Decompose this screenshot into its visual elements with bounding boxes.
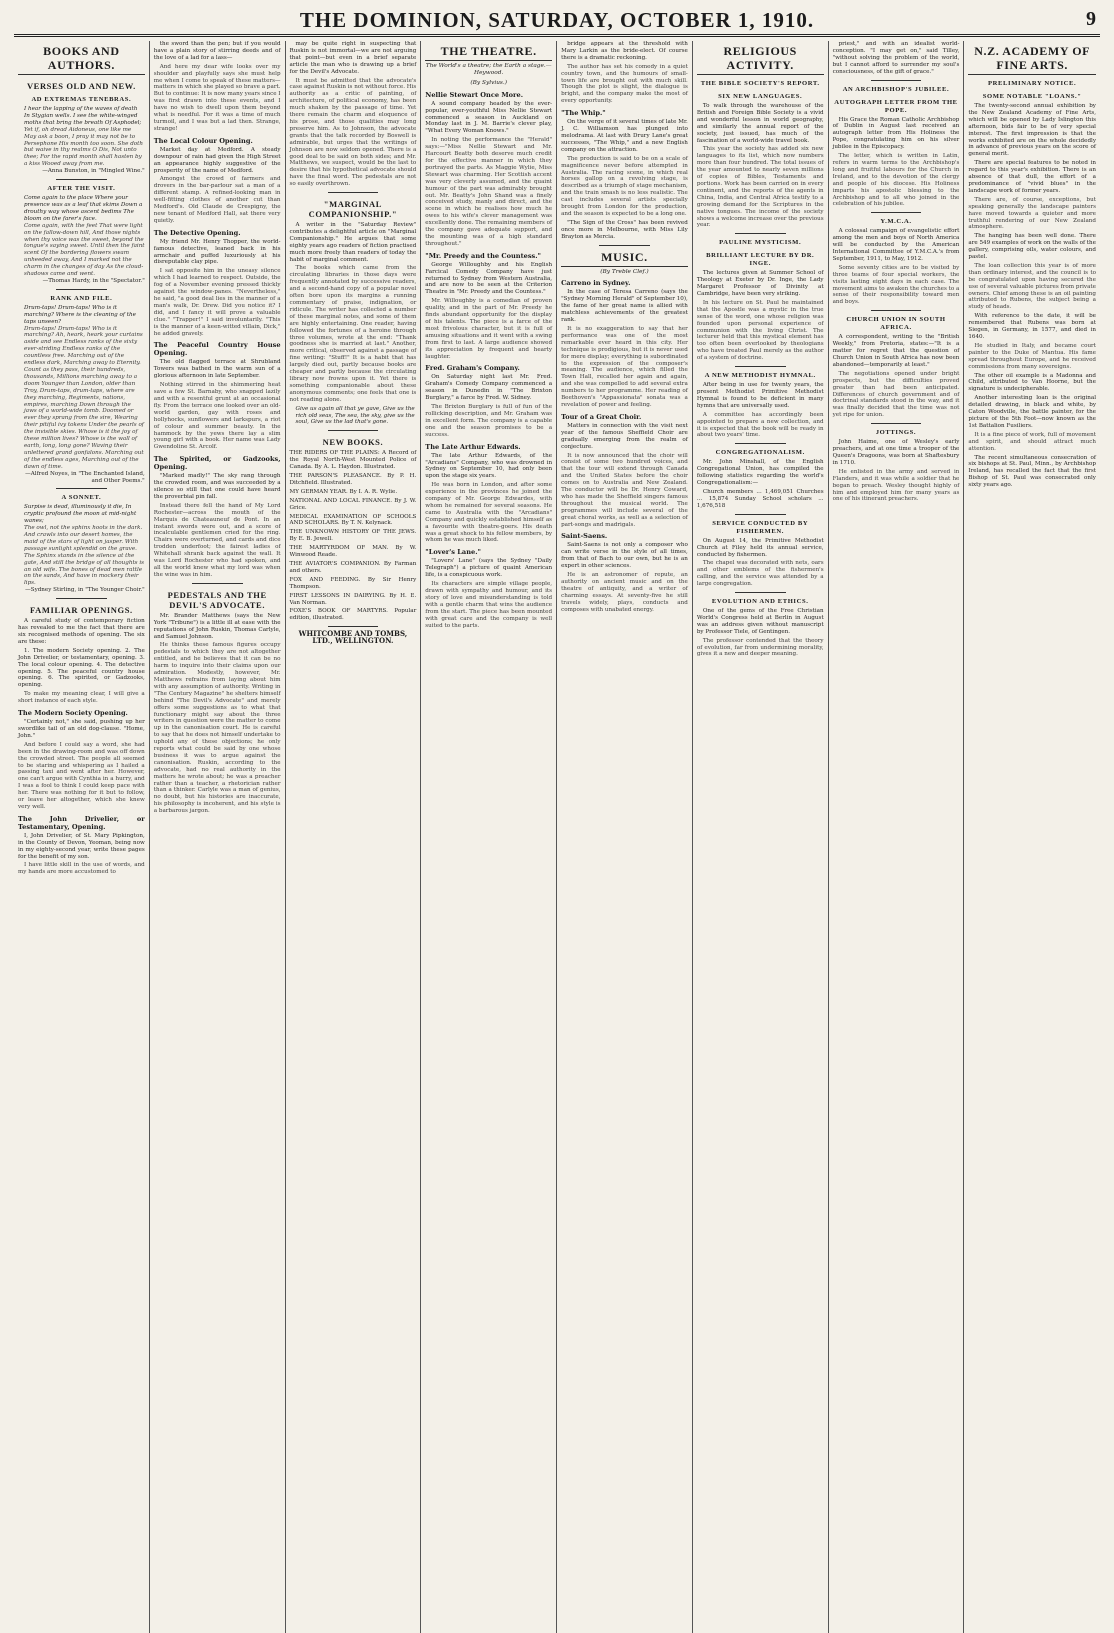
paragraph: The books which came from the circulating libraries in those days were frequently annotated by successive readers, and a second-hand copy of a popular novel often bore upon its margins a running commentary of praise, indignation, or ridicule. The writer has collected a number of these marginal notes, and some of them are highly entertaining. One reader, having followed the fortunes of a heroine through three volumes, wrote at the end: "Thank goodness she is married at last." Another, more critical, observed against a passage of fine writing: "Stuff!" It is a habit that has largely died out, partly because books are cheaper and partly because the circulating library now frowns upon it. Yet there is something companionable about these anonymous comments; one feels that one is not reading alone. [289,265,417,403]
poem-text-continued: Drum-taps! Drum-taps! Who is it marching? Ah, heark, heark your curtains aside and see Endless ranks of the sixty ever-striding Endless ranks of the countless free. Marching out of the endless dark, Marching away to Eternity. Count as they pass, their hundreds, thousands, Millions marching away to a doom Younger than London, older than Troy, Drum-taps, drum-taps, where are they marching, Regiments, nations, empires, marching Down through the jaws of a world-wide tomb. Doomed or ever they sprang from the sire, Wearing their pitiful ivy tokens Under the pearls of the invisible skies. Whose is it the joy of these million lives? Whose is the wall of earth, long, long gone? Waving their unlettered grand gonfalons. Marching out of the endless ages, Marching out of the dawn of time. [24,325,144,470]
pedestals-heading: PEDESTALS AND THE DEVIL'S ADVOCATE. [167,589,267,610]
byline: (By Sylvius.) [470,79,508,86]
paragraph: One of the gems of the Free Christian World's Congress held at Berlin in August was an address given without manuscript by Professor Tiele, of Gentingen. [696,608,824,635]
column-6 [693,41,829,1633]
paragraph: The loan collection this year is of more than ordinary interest, and the council is to be congratulated upon having secured the use of several valuable pictures from private owners. Chief among these is an oil painting attributed to Rubens, the subject being a study of heads. [968,262,1096,311]
column-5 [557,41,693,1633]
paragraph: Another interesting loan is the original detailed drawing, in black and white, by Caton Woodville, the battle painter, for the picture of the 5th Foot—now known as the 1st Battalion Fusiliers. [968,395,1096,429]
poem-text: I hear the lapping of the waves of death In Stygian wells. I see the white-winged moths that bring the breath Of Asphodel; [24,106,142,126]
paragraph: The hanging has been well done. There are 549 examples of work on the walls of the gallery, comprising oils, water colours, and pastel. [968,233,1096,261]
subheading: The Local Colour Opening. [153,136,253,145]
subheading: "Lover's Lane." [425,548,481,557]
poem-text-continued: Yet if, oh dread Aidoneus, one like me May ask a boon, I pray it may not be to Persephone His month too soon. She doth but waive in thy realms O Dis, Not unto thee; For the rapid month shall hasten by a kiss Wooed away from me. [24,126,143,168]
paragraph: I, John Drivelier, of St. Mary Pipkington, in the County of Devon, Yeoman, being now in my eighty-second year, write these pages for the benefit of my son. [18,832,145,860]
section-heading: Y.M.C.A. [880,218,912,226]
byline: (By Treble Clef.) [600,268,649,275]
divider [871,80,922,81]
paragraph: "The Sign of the Cross" has been revived once more in Melbourne, with Miss Lily Brayton as Mercia. [561,219,688,240]
poem-attribution: —Thomas Hardy, in the "Spectator." [42,277,145,284]
theatre-heading: THE THEATRE. [425,44,552,61]
poem-text: Come again to the place Where your presence was as a leaf that skims Down a drouthy way whose ascent bedims The bloom on the farer's face. [24,195,143,222]
new-book-entry: NATIONAL AND LOCAL FINANCE. By J. W. Grice. [289,497,417,511]
divider [328,626,379,627]
divider [328,192,379,193]
paragraph: "Marked madly!" The sky rang through the crowded room, and was succeeded by a silence so still that one could have heard the proverbial pin fall. [153,473,281,500]
section-heading: PRELIMINARY NOTICE. [988,80,1077,87]
divider [56,179,107,180]
paragraph: A colossal campaign of evangelistic effort among the men and boys of North America will be conducted by the American International Committee of Y.M.C.A.'s from September, 1911, to May, 1912. [832,228,960,262]
subheading: The Modern Society Opening. [18,709,128,718]
column-2 [150,41,286,1633]
poem-attribution: —Anna Bunston, in "Mingled Wine." [42,168,145,175]
section-heading: JOTTINGS. [875,429,917,437]
divider [871,212,922,213]
paragraph: Matters in connection with the visit next year of the famous Sheffield Choir are gradually emerging from the realm of conjecture. [561,422,688,450]
paragraph: On Saturday night last Mr. Fred. Graham's Comedy Company commenced a season in Dunedin in "The Brixton Burglary," a farce by Fred. W. Sidney. [425,374,553,402]
newspaper-title: THE DOMINION, SATURDAY, OCTOBER 1, 1910. [299,7,815,32]
verses-section-heading: VERSES OLD AND NEW. [26,81,136,91]
paragraph: This year the society has added six new languages to its list, which now numbers more than four hundred. The total issues of the year amounted to nearly seven millions of copies of Bibles, Testaments and portions. Work has been carried on in every continent, and the reports of the agents in China, India, and Central Africa testify to a growing demand for the Scriptures in the native tongues. The income of the society shows a welcome increase over the previous year. [696,146,824,229]
new-book-entry: THE RIDERS OF THE PLAINS: A Record of the Royal North-West Mounted Police of Canada. By A. L. Haydon. Illustrated. [289,450,417,471]
divider [735,514,786,515]
column-4 [421,41,557,1633]
paragraph: He studied in Italy, and became court painter to the Duke of Mantua. His fame spread throughout Europe, and he received commissions from many sovereigns. [968,342,1096,370]
paragraph: And before I could say a word, she had been in the drawing-room and was off down the crowded street. The people all seemed to be staring and whispering as I hailed a passing taxi and went after her. However, one can't argue with Cynthia in a hurry, and I was a fool to think I could keep pace with her. There was nothing for it but to follow, or leave her altogether, which she knew very well. [18,741,145,810]
epigraph: The World's a theatre; the Earth a stage.—Heywood. [425,63,552,76]
paragraph: Amongst the crowd of farmers and drovers in the bar-parlour sat a man of a different stamp. A refined-looking man in well-fitting clothes of another cut than Medford's. Old Claude de Crespigny, the new tenant of Medford Hall, sat there very quietly. [153,176,281,224]
paragraph: It is a fine piece of work, full of movement and spirit, and should attract much attention. [968,431,1096,452]
section-subheading: SOME NOTABLE "LOANS." [982,93,1082,100]
paragraph: Instead there fell the hand of My Lord Rochester—across the mouth of the Marquis de Chateauneuf de Pont. In an instant swords were out, and a score of incalculable gentlemen cried for the ring. Chairs were overturned, and cards and dice trodden underfoot; the fairest ladies of Whitehall shrank back against the wall. It was Lord Rochester who had spoken, and all the world knew what my lord was when the wine was in him. [153,502,281,578]
poem-text: Drum-taps! Drum-taps! Who is it marching? Where is the cleaning of the taps unseen? [24,304,136,325]
section-heading: PAULINE MYSTICISM. [719,239,802,247]
poem-attribution: —Sydney Stirling, in "The Younger Choir." [25,587,145,594]
divider [735,233,786,234]
new-book-entry: THE PARSON'S PLEASANCE. By P. H. Ditchfield. Illustrated. [289,473,417,486]
paragraph: bridge appears at the threshold with Mary Larkin as the bride-elect. Of course there is a dramatic reckoning. [561,41,688,61]
paragraph: A sound company headed by the ever-popular, ever-youthful Miss Nellie Stewart commenced a season in Auckland on Monday last in J. M. Barrie's clever play, "What Every Woman Knows." [425,100,553,135]
new-books-list [290,450,417,622]
paragraph: In the case of Teresa Carreno (says the "Sydney Morning Herald" of September 10), the fame of her great name is allied with matchless achievements of the greatest rank. [561,289,688,324]
paragraph: Some seventy cities are to be visited by three teams of four special workers, the visits lasting eight days in each case. The movement aims to awaken the churches to a sense of their responsibility toward men and boys. [832,264,960,306]
divider [871,310,922,311]
paragraph: The production is said to be on a scale of magnificence never before attempted in Australia. The racing scene, in which real horses gallop on a revolving stage, is described as a triumph of stage mechanism, and the train smash is no less realistic. The cast includes several artists specially brought from London for the production, and the season is expected to be a long one. [561,155,688,217]
paragraph: It is now announced that the choir will consist of some two hundred voices, and that the tour will extend through Canada and the United States before the choir comes on to Australia and New Zealand. The conductor will be Dr. Henry Coward, who has made the Sheffield singers famous throughout the musical world. The programmes will include several of the great choral works, as well as a selection of part-songs and madrigals. [561,452,688,528]
paragraph: Mr. John Minshall, of the English Congregational Union, has compiled the following statistics regarding the world's Congregationalism:— [696,459,824,487]
section-heading: CHURCH UNION IN SOUTH AFRICA. [846,316,946,332]
paragraph: He thinks these famous figures occupy pedestals to which they are not altogether entitled, and he believes that it can be no harm to inquire into their claims upon our admiration. Modestly, however, Mr. Matthews refrains from laying about him with any assumption of authority. Writing in "The Century Magazine" he shelters himself behind "The Devil's Advocate" and merely offers some suggestions as to what that functionary might say about the three writers in question were the matter to come up in the canonisation court. He is careful to say that he does not himself undertake to uphold any of these objections; he only reports what could be said by one whose business it was to argue against the canonisation. Ruskin, according to the advocate, had no real authority in the matters he wrote about; he was a preacher rather than a teacher, a rhetorician rather than a thinker. Carlyle was a man of genius, no doubt, but his histories are inaccurate, his philosophy is incoherent, and his style is a barbarous jargon. [153,642,281,815]
paragraph: A correspondent, writing to the "British Weekly," from Pretoria, states:—"It is a matter for regret that the question of Church Union in South Africa has now been abandoned—temporarily at least." [832,334,960,368]
divider [56,289,107,290]
divider [56,598,107,599]
paragraph: With reference to the date, it will be remembered that Rubens was born at Siegen, in Germany, in 1577, and died in 1640. [968,313,1096,340]
new-book-entry: THE MARTYRDOM OF MAN. By W. Winwood Reade. [289,545,417,559]
paragraph: He enlisted in the army and served in Flanders, and it was while a soldier that he began to preach. Wesley thought highly of him and employed him for many years as one of his itinerant preachers. [832,468,960,503]
paragraph: Market day at Medford. A steady downpour of rain had given the High Street an appearance highly suggestive of the prosperity of the name of Medford. [153,146,281,174]
familiar-openings-heading: FAMILIAR OPENINGS. [30,605,133,616]
section-heading: SERVICE CONDUCTED BY FISHERMEN. [712,519,809,535]
paragraph: The Brixton Burglary is full of fun of the rollicking description, and Mr. Graham was in excellent form. The company is a capable one and the season promises to be a success. [425,404,553,438]
paragraph: The old flagged terrace at Shrubland Towers was bathed in the warm sun of a glorious afternoon in late September. [153,359,281,380]
columns [14,41,1100,1633]
section-heading: AN ARCHBISHOP'S JUBILEE. [842,85,950,93]
new-books-heading: NEW BOOKS. [322,437,384,448]
marginal-companionship-heading: "MARGINAL COMPANIONSHIP." [308,199,398,220]
paragraph: "Certainly not," she said, pushing up her swordlike tail of an old dog-clause. "Home, John." [18,719,145,739]
paragraph: There are, of course, exceptions, but speaking generally the landscape painters have moved towards a quieter and more truthful rendering of our New Zealand atmosphere. [968,196,1096,231]
poem-title: AFTER THE VISIT. [47,185,116,193]
subheading: Tour of a Great Choir. [561,412,642,421]
paragraph: Its characters are simple village people, drawn with sympathy and humour, and its story of love and misunderstanding is told with a gentle charm that wins the audience from the start. The piece has been mounted with great care and the company is well suited to the parts. [425,581,553,629]
poem-text-continued: The owl, not the sphinx hoots in the dark. And crawls into our desert homes, the maid of the stars of light on jasper. With passage sunlight splendid on the grave. The Sphinx stands in the silence at the gate, And still the bridge of all thoughts is an old wife. The bones of dead men rattle on the sands, And have in mockery their lips. [24,525,144,587]
divider [56,488,107,489]
subheading: The Late Arthur Edwards. [425,442,521,451]
paragraph: To walk through the warehouse of the British and Foreign Bible Society is a vivid and wonderful lesson in world geography, and similarly the annual report of the society, just issued, has much of the fascination of a world-wide travel book. [696,103,824,144]
new-book-entry: FIRST LESSONS IN DAIRYING. By H. E. Van Norman. [289,592,417,606]
paragraph: The professor contended that the theory of evolution, far from undermining morality, gives it a new and deeper meaning. [696,637,824,658]
paragraph: the sword than the pen; but if you would have a plain story of stirring deeds and of the love of a lad for a lass— [153,41,281,61]
paragraph: The late Arthur Edwards, of the "Arcadians" Company, who was drowned in Sydney on September 10, had only been upon the stage six years. [425,452,553,480]
religious-activity-heading: RELIGIOUS ACTIVITY. [697,44,824,75]
paragraph: There are special features to be noted in regard to this year's exhibition. There is an absence of that dull, the effort of a predominance of "vivid blues" in the landscape work of former years. [968,160,1096,194]
paragraph: A careful study of contemporary fiction has revealed to me the fact that there are six recognised methods of opening. The six are these: [18,618,145,645]
subheading: The Detective Opening. [153,228,241,237]
books-and-authors-heading: BOOKS AND AUTHORS. [18,44,145,75]
paragraph: Saint-Saens is not only a composer who can write verse in the style of all times, from that of Bach to our own, but he is an expert in other sciences. [561,542,688,570]
publisher-imprint: WHITCOMBE AND TOMBS, LTD., WELLINGTON. [298,629,408,646]
divider [735,592,786,593]
paragraph: On the verge of it several times of late Mr. J. C. Williamson has plunged into melodrama. At last with Drury Lane's great successes, "The Whip," and a new English company on the attraction. [561,119,688,153]
paragraph: I sat opposite him in the uneasy silence which I had learned to respect. Outside, the fog of a November evening pressed thickly against the window-panes. "Nevertheless," he said, "a good deal lies in the manner of a man's walk, Dr. Drew. Did you notice it? I did, and I fancy it will prove a valuable clue." "Trapper!" I said involuntarily. "This is the manner of a keen-witted villain, Dick," he added gravely. [153,268,281,337]
paragraph: may be quite right in suspecting that Ruskin is not immortal—we are not arguing that point—but even in a brief separate article the man who is drawing up a brief for the Devil's Advocate. [289,41,417,75]
paragraph: The letter, which is written in Latin, refers in warm terms to the Archbishop's long and fruitful labours for the Church in Ireland, and to the devotion of the clergy and people of his diocese. His Holiness imparts his apostolic blessing to the Archbishop and to all who joined in the celebration of his jubilee. [832,153,960,208]
section-heading: CONGREGATIONALISM. [715,449,805,457]
subheading: The Spirited, or Gadzooks, Opening. [153,455,281,472]
paragraph: John Haime, one of Wesley's early preachers, and at one time a trooper of the Queen's Dragoons, was born at Shaftesbury in 1710. [832,439,960,466]
page-number: 9 [1086,8,1096,30]
paragraph: On August 14, the Primitive Methodist Church at Filey held its annual service, conducted by fishermen. [696,537,824,558]
subheading: "Mr. Preedy and the Countess." [425,251,541,260]
section-subheading: BRILLIANT LECTURE BY DR. INGE. [706,252,815,268]
paragraph: His Grace the Roman Catholic Archbishop of Dublin in August last received an autograph letter from His Holiness the Pope, congratulating him on his silver jubilee in the Episcopacy. [832,116,960,151]
subheading: The John Drivelier, or Testamentary, Opening. [18,814,145,831]
subheading: Fred. Graham's Company. [425,364,520,373]
paragraph: A writer in the "Saturday Review" contributes a delightful article on "Marginal Companionship." He argues that some eighty years ago readers of fiction practised much more freely than readers of today the habit of marginal comment. [289,222,417,263]
new-book-entry: FOXE'S BOOK OF MARTYRS. Popular edition, illustrated. [289,608,417,622]
paragraph: "Lovers' Lane" (says the Sydney "Daily Telegraph") a picture of quaint American life, is a conspicuous work. [425,558,553,579]
divider [192,583,243,584]
statistics: Church members ... 1,469,051 Churches ... 15,874 Sunday School scholars ... 1,676,518 [696,488,824,509]
divider [735,443,786,444]
column-1 [14,41,150,1633]
column-8 [964,41,1100,1633]
paragraph: It must be admitted that the advocate's case against Ruskin is not without force. His authority as a critic of painting, of architecture, of political economy, has been much shaken by the passage of time. Yet there remain the charm and eloquence of his prose, and those qualities may long preserve him. As to Johnson, the advocate grants that the talk recorded by Boswell is admirable, but urges that the writings of Johnson are now seldom opened. There is a good deal to be said on both sides; and Mr. Matthews, we suspect, would be the last to desire that his hypothetical advocate should have the final word. The pedestals are not so easily overthrown. [289,77,417,188]
paragraph: A committee has accordingly been appointed to prepare a new collection, and it is expected that the book will be ready in about two years' time. [696,411,824,439]
new-book-entry: MEDICAL EXAMINATION OF SCHOOLS AND SCHOLARS. By T. N. Kelynack. [289,513,417,527]
section-subheading: SIX NEW LANGUAGES. [718,93,803,100]
paragraph: The twenty-second annual exhibition by the New Zealand Academy of Fine Arts, which will be opened by Lady Islington this afternoon, bids fair to be of very special interest. The first impression is that the works exhibited are on the whole decidedly in advance of previous years on the score of general merit. [968,103,1096,158]
academy-heading: N.Z. ACADEMY OF FINE ARTS. [968,44,1096,75]
new-book-entry: THE AVIATOR'S COMPANION. By Farman and others. [289,561,417,574]
subheading: The Peaceful Country House Opening. [153,341,281,358]
paragraph: The lectures given at Summer School of Theology at Exeter by Dr. Inge, the Lady Margaret Professor of Divinity at Cambridge, have been very striking. [696,270,824,298]
section-heading: THE BIBLE SOCIETY'S REPORT. [700,80,820,87]
subheading: Saint-Saens. [561,532,608,541]
paragraph: The author has set his comedy in a quiet country town, and the humours of small-town life are brought out with much skill. Though the plot is slight, the dialogue is bright, and the company make the most of every opportunity. [561,63,688,105]
paragraph: The other oil example is a Madonna and Child, attributed to Van Hoorne, but the signature is undecipherable. [968,372,1096,393]
poem-title: RANK AND FILE. [50,294,113,302]
openings-list: 1. The modern Society opening. 2. The John Drivelier, or testamentary, opening. 3. The local colour opening. 4. The detective opening. 5. The peaceful country house opening. 6. The spirited, or Gadzooks, opening. [18,647,145,689]
paragraph: The chapel was decorated with nets, oars and other emblems of the fishermen's calling, and the service was attended by a large congregation. [696,560,824,588]
subheading: Carreno in Sydney. [561,279,631,288]
paragraph: My friend Mr. Henry Thopper, the world-famous detective, leaned back in his armchair and puffed luxuriously at his disreputable clay pipe. [153,238,281,266]
new-book-entry: FOX AND FEEDING. By Sir Henry Thompson. [289,576,417,590]
paragraph: In his lecture on St. Paul he maintained that the Apostle was a mystic in the true sense of the word, one whose religion was founded upon personal experience of communion with the living Christ. The lecturer held that this mystical element has too often been overlooked by theologians who have treated Paul merely as the author of a system of doctrine. [696,299,824,362]
section-heading: A NEW METHODIST HYMNAL. [704,372,816,380]
paragraph: And here my dear wife looks over my shoulder and playfully says she must help me when I come to speak of these matters—matters in which she played so brave a part. But to continue: It is now many years since I was first drawn into these events, and I have no wish to dwell upon them beyond what is needful. For it was a time of much turmoil, and I was but a lad then. Strange, strange! [153,63,281,132]
masthead [14,6,1100,37]
new-book-entry: MY GERMAN YEAR. By I. A. R. Wylie. [289,488,398,495]
paragraph: priest," and with an idealist world-conception. "I may get on," said Tilley, "without solving the problem of the world, but I cannot afford to surrender my soul's consciousness, of the gift of grace." [832,41,960,75]
paragraph: He was born in London, and after some experience in the provinces he joined the company of Mr. George Edwardes, with whom he remained for several seasons. He came to Australia with the "Arcadians" Company and quickly established himself as a favourite with theatre-goers. His death was a great shock to his fellow members, by whom he was much liked. [425,482,553,544]
paragraph: In noting the performance the "Herald" says:—"Miss Nellie Stewart and Mr. Harcourt Beatty both deserve much credit for the effective manner in which they portrayed the parts. As Maggie Wylie, Miss Stewart was charming. Her Scottish accent was very cleverly assumed, and the quaint humour of the part was admirably brought out. Mr. Beatty's John Shand was a finely conceived study, manly and direct, and the scene in which he realises how much he owes to his wife's clever management was excellently done. The remaining members of the company gave adequate support, and the mounting was of a high standard throughout." [425,137,553,247]
divider [328,430,379,431]
section-heading: EVOLUTION AND ETHICS. [711,598,809,606]
poem-text-continued: Come again, with the feet That were light on the fallow-down hill, And those nights when thy voice was the sweet, beyond the tongue's saying sweet. Until then the faint scent Of the bordering flowers swam unheeded away, And I marked not the charm in the changes of day As the cloud-shadows came and went. [24,222,145,278]
section-subheading: AUTOGRAPH LETTER FROM THE POPE. [834,98,958,114]
paragraph: It is no exaggeration to say that her performance was one of the most remarkable ever heard in this city. Her technique is prodigious, but it is never used for mere display; everything is subordinated to the expression of the composer's meaning. The audience, which filled the Town Hall, recalled her again and again, and she was compelled to add several extra numbers to her programme. Her reading of Beethoven's "Appassionata" sonata was a revelation of power and feeling. [561,326,688,408]
new-book-entry: THE UNKNOWN HISTORY OF THE JEWS. By E. B. Jewell. [289,529,417,543]
column-7 [829,41,965,1633]
paragraph: I have little skill in the use of words, and my hands are more accustomed to [18,862,145,876]
poem-attribution: —Alfred Noyes, in "The Enchanted Island, and Other Poems." [25,470,145,484]
music-heading: MUSIC. [561,250,688,267]
poem-title: A SONNET. [61,494,102,502]
paragraph: The recent simultaneous consecration of six bishops at St. Paul, Minn., by Archbishop Ireland, has recalled the fact that the first Bishop of St. Paul was consecrated only sixty years ago. [968,454,1096,489]
paragraph: Mr. Brander Matthews (says the New York "Tribune") is a little ill at ease with the reputations of John Ruskin, Thomas Carlyle, and Samuel Johnson. [153,612,281,640]
divider [735,366,786,367]
paragraph: George Willoughby and his English Farcical Comedy Company have just returned to Sydney from Western Australia, and are now to be seen at the Criterion Theatre in "Mr. Preedy and the Countess." [425,261,553,296]
subheading: "The Whip." [561,109,606,118]
divider [599,245,650,246]
paragraph: To make my meaning clear, I will give a short instance of each style. [18,691,145,705]
column-3 [286,41,422,1633]
poem-text: Surpise is dead, illuminously it die, In cryptic profound the moon at mid-night wanes; [24,504,137,525]
subheading: Nellie Stewart Once More. [425,90,523,99]
paragraph: He is an astronomer of repute, an authority on ancient music and on the theatre of antiquity, and a writer of charming essays. At seventy-five he still travels widely, plays, conducts and composes with unabated energy. [561,572,688,613]
poem-title: AD EXTREMAS TENEBRAS. [31,96,132,103]
paragraph: After being in use for twenty years, the present Methodist Primitive Methodist Hymnal is found to be deficient in many hymns that are universally used. [696,382,824,409]
paragraph: Nothing stirred in the shimmering heat save a few St. Barnaby, who snapped lazily and with a resentful grunt at an occasional fly. From the terrace one looked over an old-world garden, gay with roses and hollyhocks, sunflowers and larkspurs, a riot of colour and summer beauty. In the hammock by the yews there lay a slim young girl with a book. Her name was Lady Gwendoline St. Arcolf. [153,382,281,451]
paragraph: Mr. Willoughby is a comedian of proven quality, and in the part of Mr. Preedy he finds abundant opportunity for the display of his talents. The piece is a farce of the most frivolous character, but it is full of amusing situations and it went with a swing from first to last. A large audience showed its appreciation by frequent and hearty laughter. [425,298,553,360]
divider [871,423,922,424]
paragraph: The negotiations opened under bright prospects, but the difficulties proved greater than had been anticipated. Differences of church government and of doctrinal standards stood in the way, and it was finally decided that the time was not yet ripe for union. [832,370,960,419]
verse-quote: Give us again all that ye gave, Give us the rich old seas, The sea, the sky, give us the soul, Give us the lad that's gone. [295,405,415,426]
